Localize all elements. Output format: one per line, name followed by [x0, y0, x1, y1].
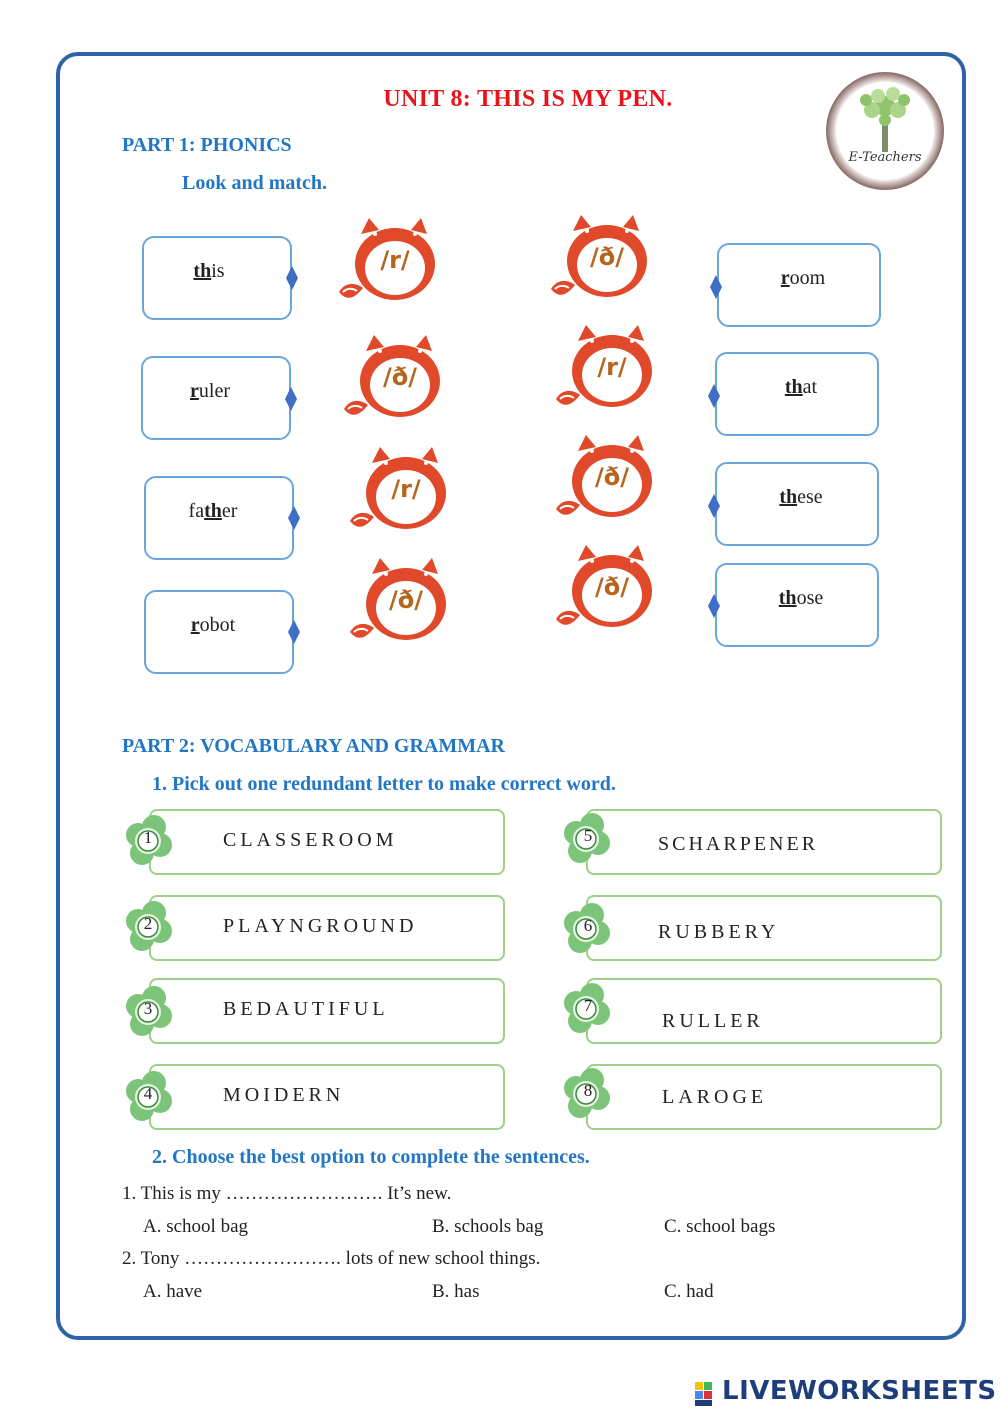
question-2: 2. Tony ……………………. lots of new school things.	[122, 1248, 541, 1269]
sound-label: /r/	[380, 246, 410, 274]
clover-number: 1	[143, 828, 153, 847]
liveworksheets-logo-icon	[695, 1376, 719, 1410]
clover-number: 3	[143, 999, 153, 1018]
clover-number: 6	[583, 916, 593, 935]
sound-label: /r/	[597, 353, 627, 381]
sound-fox-right-4[interactable]	[552, 543, 660, 639]
sound-fox-left-4[interactable]	[346, 556, 454, 652]
word-box-left-4[interactable]: robot	[144, 590, 294, 674]
vocab-word: MOIDERN	[223, 1084, 345, 1106]
sound-label: /ð/	[594, 463, 630, 491]
sound-fox-right-1[interactable]	[547, 213, 655, 309]
vocab-word: SCHARPENER	[658, 833, 819, 855]
highlight-letters: r	[190, 380, 199, 402]
word-box-left-1[interactable]: this	[142, 236, 292, 320]
exercise1-instruction: 1. Pick out one redundant letter to make correct word.	[152, 773, 616, 795]
sound-fox-left-2[interactable]	[340, 333, 448, 429]
clover-number: 8	[583, 1081, 593, 1100]
option-2c[interactable]: C. had	[664, 1281, 714, 1302]
vocab-word: RULLER	[662, 1010, 764, 1032]
page-title: UNIT 8: THIS IS MY PEN.	[383, 86, 673, 112]
vocab-box-5[interactable]	[586, 809, 942, 875]
part1-instruction: Look and match.	[182, 172, 328, 194]
word-box-left-3[interactable]: father	[144, 476, 294, 560]
highlight-letters: r	[780, 267, 790, 289]
vocab-box-2[interactable]	[149, 895, 505, 961]
vocab-box-8[interactable]	[586, 1064, 942, 1130]
option-1c[interactable]: C. school bags	[664, 1216, 776, 1237]
match-handle-left-1[interactable]	[286, 266, 298, 290]
vocab-word: PLAYNGROUND	[223, 915, 418, 937]
word-box-right-1[interactable]: room	[717, 243, 881, 327]
sound-label: /r/	[391, 475, 421, 503]
liveworksheets-brand: LIVEWORKSHEETS	[722, 1376, 997, 1406]
highlight-letters: r	[190, 614, 200, 636]
clover-badge-4	[124, 1071, 178, 1125]
match-handle-right-3[interactable]	[708, 494, 720, 518]
highlight-letters: th	[779, 486, 798, 508]
vocab-word: RUBBERY	[658, 921, 780, 943]
match-handle-left-2[interactable]	[285, 387, 297, 411]
option-2a[interactable]: A. have	[143, 1281, 203, 1302]
clover-badge-8	[562, 1068, 616, 1122]
clover-badge-7	[562, 983, 616, 1037]
part2-heading: PART 2: VOCABULARY AND GRAMMAR	[122, 735, 505, 757]
highlight-letters: th	[193, 260, 212, 282]
clover-number: 2	[143, 914, 153, 933]
option-1b[interactable]: B. schools bag	[432, 1216, 544, 1237]
e-teachers-logo	[826, 72, 944, 190]
sound-fox-right-2[interactable]	[552, 323, 660, 419]
clover-badge-2	[124, 901, 178, 955]
clover-badge-3	[124, 986, 178, 1040]
vocab-word: LAROGE	[662, 1086, 768, 1108]
question-1: 1. This is my ……………………. It’s new.	[122, 1183, 452, 1204]
vocab-box-4[interactable]	[149, 1064, 505, 1130]
vocab-box-1[interactable]	[149, 809, 505, 875]
clover-badge-5	[562, 813, 616, 867]
word-box-left-2[interactable]: ruler	[141, 356, 291, 440]
logo-text: E-Teachers	[848, 150, 922, 165]
sound-fox-left-1[interactable]	[335, 216, 443, 312]
match-handle-right-1[interactable]	[710, 275, 722, 299]
sound-label: /ð/	[589, 243, 625, 271]
match-handle-left-4[interactable]	[288, 620, 300, 644]
sound-label: /ð/	[594, 573, 630, 601]
word-box-right-3[interactable]: these	[715, 462, 879, 546]
clover-number: 4	[143, 1084, 153, 1103]
vocab-word: BEDAUTIFUL	[223, 998, 389, 1020]
part1-heading: PART 1: PHONICS	[122, 134, 292, 156]
highlight-letters: th	[784, 376, 803, 398]
option-2b[interactable]: B. has	[432, 1281, 480, 1302]
option-1a[interactable]: A. school bag	[143, 1216, 249, 1237]
tree-icon	[826, 72, 944, 190]
sound-label: /ð/	[382, 363, 418, 391]
match-handle-right-2[interactable]	[708, 384, 720, 408]
word-box-right-2[interactable]: that	[715, 352, 879, 436]
vocab-box-3[interactable]	[149, 978, 505, 1044]
highlight-letters: th	[204, 500, 222, 522]
clover-badge-6	[562, 903, 616, 957]
sound-fox-right-3[interactable]	[552, 433, 660, 529]
match-handle-left-3[interactable]	[288, 506, 300, 530]
highlight-letters: th	[778, 587, 797, 609]
sound-label: /ð/	[388, 586, 424, 614]
word-box-right-4[interactable]: those	[715, 563, 879, 647]
vocab-word: CLASSEROOM	[223, 829, 398, 851]
match-handle-right-4[interactable]	[708, 594, 720, 618]
clover-number: 7	[583, 996, 593, 1015]
vocab-box-7[interactable]	[586, 978, 942, 1044]
vocab-box-6[interactable]	[586, 895, 942, 961]
exercise2-instruction: 2. Choose the best option to complete the sentences.	[152, 1146, 590, 1168]
sound-fox-left-3[interactable]	[346, 445, 454, 541]
clover-number: 5	[583, 826, 593, 845]
clover-badge-1	[124, 815, 178, 869]
